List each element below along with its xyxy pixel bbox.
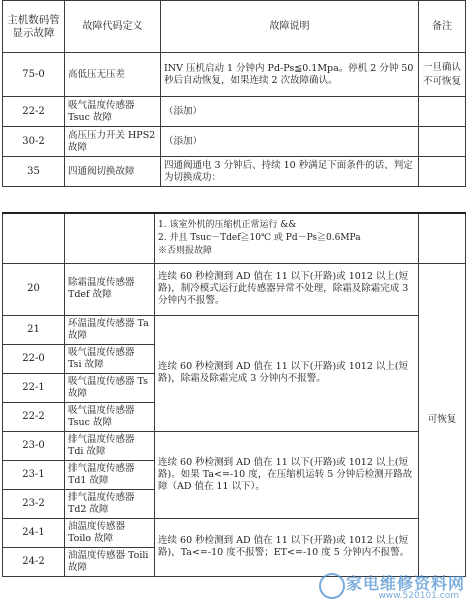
fault-definition: 油温度传感器 Toilo 故障 (65, 518, 155, 547)
fault-code: 21 (3, 315, 65, 344)
fault-definition: 排气温度传感器 Td2 故障 (65, 489, 155, 518)
header-note: 备注 (419, 1, 466, 53)
fault-description: 四通阀通电 3 分钟后、持续 10 秒满足下面条件的话、判定为切换成功： (161, 157, 419, 187)
table-row (3, 127, 466, 157)
switch-conditions (155, 213, 419, 263)
fault-definition: 高压压力开关 HPS2 故障 (65, 127, 161, 157)
fault-definition: 油温度传感器 Toili 故障 (65, 547, 155, 576)
fault-code: 22-2 (3, 97, 65, 127)
fault-note (419, 157, 466, 187)
fault-code: 22-2 (3, 402, 65, 431)
header-code: 主机数码管显示故障 (3, 1, 65, 53)
condition-line: ※否则报故障 (158, 245, 213, 256)
fault-code: 30-2 (3, 127, 65, 157)
watermark-emblem-icon (319, 573, 345, 599)
fault-code: 22-0 (3, 344, 65, 373)
fault-code-table-continued (2, 212, 466, 577)
fault-description: INV 压机启动 1 分钟内 Pd-Ps≦0.1Mpa。停机 2 分钟 50 秒后自动恢复，如果连续 2 次故障确认。 (161, 53, 419, 97)
fault-note (419, 127, 466, 157)
fault-description: （添加） (161, 97, 419, 127)
watermark-logo (315, 571, 465, 601)
watermark-url: www.520101.com (378, 591, 459, 601)
condition-line: 1. 该室外机的压缩机正常运行 && (158, 219, 297, 230)
fault-definition: 吸气温度传感器 Ts 故障 (65, 373, 155, 402)
fault-definition: 高低压无压差 (65, 53, 161, 97)
fault-code: 24-1 (3, 518, 65, 547)
table-row (3, 263, 466, 315)
fault-definition: 排气温度传感器 Td1 故障 (65, 460, 155, 489)
fault-code: 24-2 (3, 547, 65, 576)
watermark-brand: 家电维修资料网 (345, 574, 465, 593)
fault-description: 连续 60 秒检测到 AD 值在 11 以下(开路)或 1012 以上(短路)，制冷模式运行此传感器异常不处理，除霜及除霜完成 3 分钟内不报警。 (155, 263, 419, 315)
fault-note: 一旦确认不可恢复 (419, 53, 466, 97)
fault-code: 23-0 (3, 431, 65, 460)
fault-definition: 吸气温度传感器 Tsuc 故障 (65, 97, 161, 127)
fault-definition: 除霜温度传感器 Tdef 故障 (65, 263, 155, 315)
table-row (3, 431, 466, 460)
fault-code: 22-1 (3, 373, 65, 402)
table-row (3, 315, 466, 344)
table-row (3, 97, 466, 127)
fault-definition: 环温温度传感器 Ta 故障 (65, 315, 155, 344)
fault-definition: 吸气温度传感器 Tsuc 故障 (65, 402, 155, 431)
header-definition: 故障代码定义 (65, 1, 161, 53)
fault-definition: 四通阀切换故障 (65, 157, 161, 187)
condition-line: 2. 并且 Tsuc－Tdef≧10℃ 或 Pd－Ps≧0.6MPa (158, 232, 361, 243)
condition-row (3, 213, 466, 263)
fault-note (419, 97, 466, 127)
fault-definition: 吸气温度传感器 Tsi 故障 (65, 344, 155, 373)
table-row (3, 518, 466, 547)
fault-code: 75-0 (3, 53, 65, 97)
fault-code-table-top (2, 0, 466, 187)
recoverable-note: 可恢复 (419, 263, 466, 576)
table-row (3, 157, 466, 187)
header-description: 故障说明 (161, 1, 419, 53)
table-row (3, 53, 466, 97)
fault-definition: 排气温度传感器 Tdi 故障 (65, 431, 155, 460)
fault-code: 20 (3, 263, 65, 315)
fault-description: 连续 60 秒检测到 AD 值在 11 以下(开路)或 1012 以上(短路)，Ta<=-10 度不报警；ET<=-10 度 5 分钟内不报警。 (155, 518, 419, 576)
fault-code: 23-1 (3, 460, 65, 489)
fault-description: 连续 60 秒检测到 AD 值在 11 以下(开路)或 1012 以上(短路)。如果 Ta<=-10 度，在压缩机运转 5 分钟后检测开路故障（AD 值在 11 以下）。 (155, 431, 419, 518)
fault-description: 连续 60 秒检测到 AD 值在 11 以下(开路)或 1012 以上(短路)，除霜及除霜完成 3 分钟内不报警。 (155, 315, 419, 431)
fault-code: 35 (3, 157, 65, 187)
fault-code: 23-2 (3, 489, 65, 518)
fault-description: （添加） (161, 127, 419, 157)
table-header-row (3, 1, 466, 53)
